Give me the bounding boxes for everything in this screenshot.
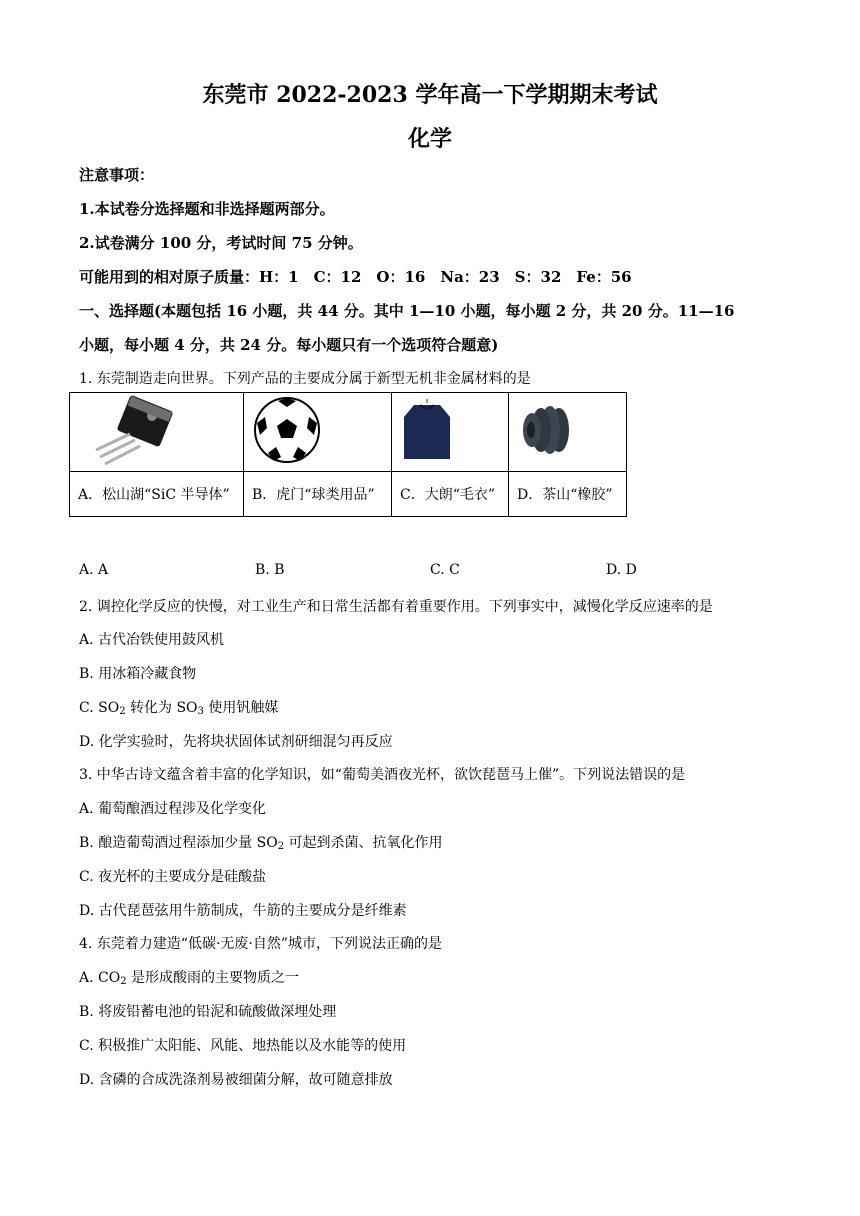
q4-stem: 4. 东莞着力建造“低碳·无废·自然”城市，下列说法正确的是 <box>79 936 443 952</box>
section-heading-line-1: 一、选择题(本题包括 16 小题，共 44 分。其中 1—10 小题，每小题 2 分，共 20 分。11—16 <box>79 302 735 320</box>
q3-option-c: C. 夜光杯的主要成分是硅酸盐 <box>79 869 267 885</box>
transistor-icon <box>78 394 178 466</box>
q4-option-a: A. $CO_2$ 是形成酸雨的主要物质之一 <box>79 970 300 987</box>
atomic-masses: 可能用到的相对原子质量：H：1 C：12 O：16 Na：23 S：32 Fe：56 <box>79 268 632 286</box>
q1-cell-b-image <box>244 393 392 472</box>
note-item-2: 2.试卷满分 100 分，考试时间 75 分钟。 <box>79 234 363 252</box>
section-heading-line-2: 小题，每小题 4 分，共 24 分。每小题只有一个选项符合题意) <box>79 336 499 354</box>
q3-option-a: A. 葡萄酿酒过程涉及化学变化 <box>79 801 267 817</box>
q1-choice-a: A. A <box>79 562 109 578</box>
q2-option-b: B. 用冰箱冷藏食物 <box>79 666 197 682</box>
exam-title: 东莞市 2022-2023 学年高一下学期期末考试 <box>202 82 658 108</box>
rubber-rings-icon <box>517 400 577 460</box>
note-item-1: 1.本试卷分选择题和非选择题两部分。 <box>79 200 335 218</box>
q3-option-d: D. 古代琵琶弦用牛筋制成，牛筋的主要成分是纤维素 <box>79 903 407 919</box>
q1-cell-c-image <box>392 393 509 472</box>
q2-option-a: A. 古代冶铁使用鼓风机 <box>79 632 225 648</box>
q2-stem: 2. 调控化学反应的快慢，对工业生产和日常生活都有着重要作用。下列事实中，减慢化学反应速率的是 <box>79 599 713 615</box>
q3-option-b: B. 酿造葡萄酒过程添加少量 $SO_2$ 可起到杀菌、抗氧化作用 <box>79 835 443 852</box>
q1-choice-b: B. B <box>255 562 285 578</box>
q1-stem: 1. 东莞制造走向世界。下列产品的主要成分属于新型无机非金属材料的是 <box>79 371 531 387</box>
q3-stem: 3. 中华古诗文蕴含着丰富的化学知识，如“葡萄美酒夜光杯，欲饮琵琶马上催”。下列说法错误的是 <box>79 767 686 783</box>
q2-option-c: C. $SO_2$ 转化为 $SO_3$ 使用钒触媒 <box>79 700 279 717</box>
exam-subject: 化学 <box>407 126 452 152</box>
soccer-ball-icon <box>252 395 322 465</box>
q1-cell-d-image <box>509 393 627 472</box>
q1-choice-d: D. D <box>606 562 637 578</box>
q1-cell-a-image <box>70 393 244 472</box>
q1-choice-c: C. C <box>430 562 460 578</box>
q1-option-c-label: C．大朗“毛衣” <box>392 472 509 517</box>
notes-heading: 注意事项： <box>79 166 155 184</box>
q1-option-a-label: A．松山湖“SiC 半导体” <box>70 472 244 517</box>
q2-option-d: D. 化学实验时，先将块状固体试剂研细混匀再反应 <box>79 734 393 750</box>
q1-option-b-label: B．虎门“球类用品” <box>244 472 392 517</box>
q1-option-d-label: D．茶山“橡胶” <box>509 472 627 517</box>
q4-option-d: D. 含磷的合成洗涤剂易被细菌分解，故可随意排放 <box>79 1072 393 1088</box>
q4-option-c: C. 积极推广太阳能、风能、地热能以及水能等的使用 <box>79 1038 407 1054</box>
q4-option-b: B. 将废铅蓄电池的铅泥和硫酸做深埋处理 <box>79 1004 337 1020</box>
q1-options-table <box>69 392 627 517</box>
sweater-icon <box>400 397 454 463</box>
